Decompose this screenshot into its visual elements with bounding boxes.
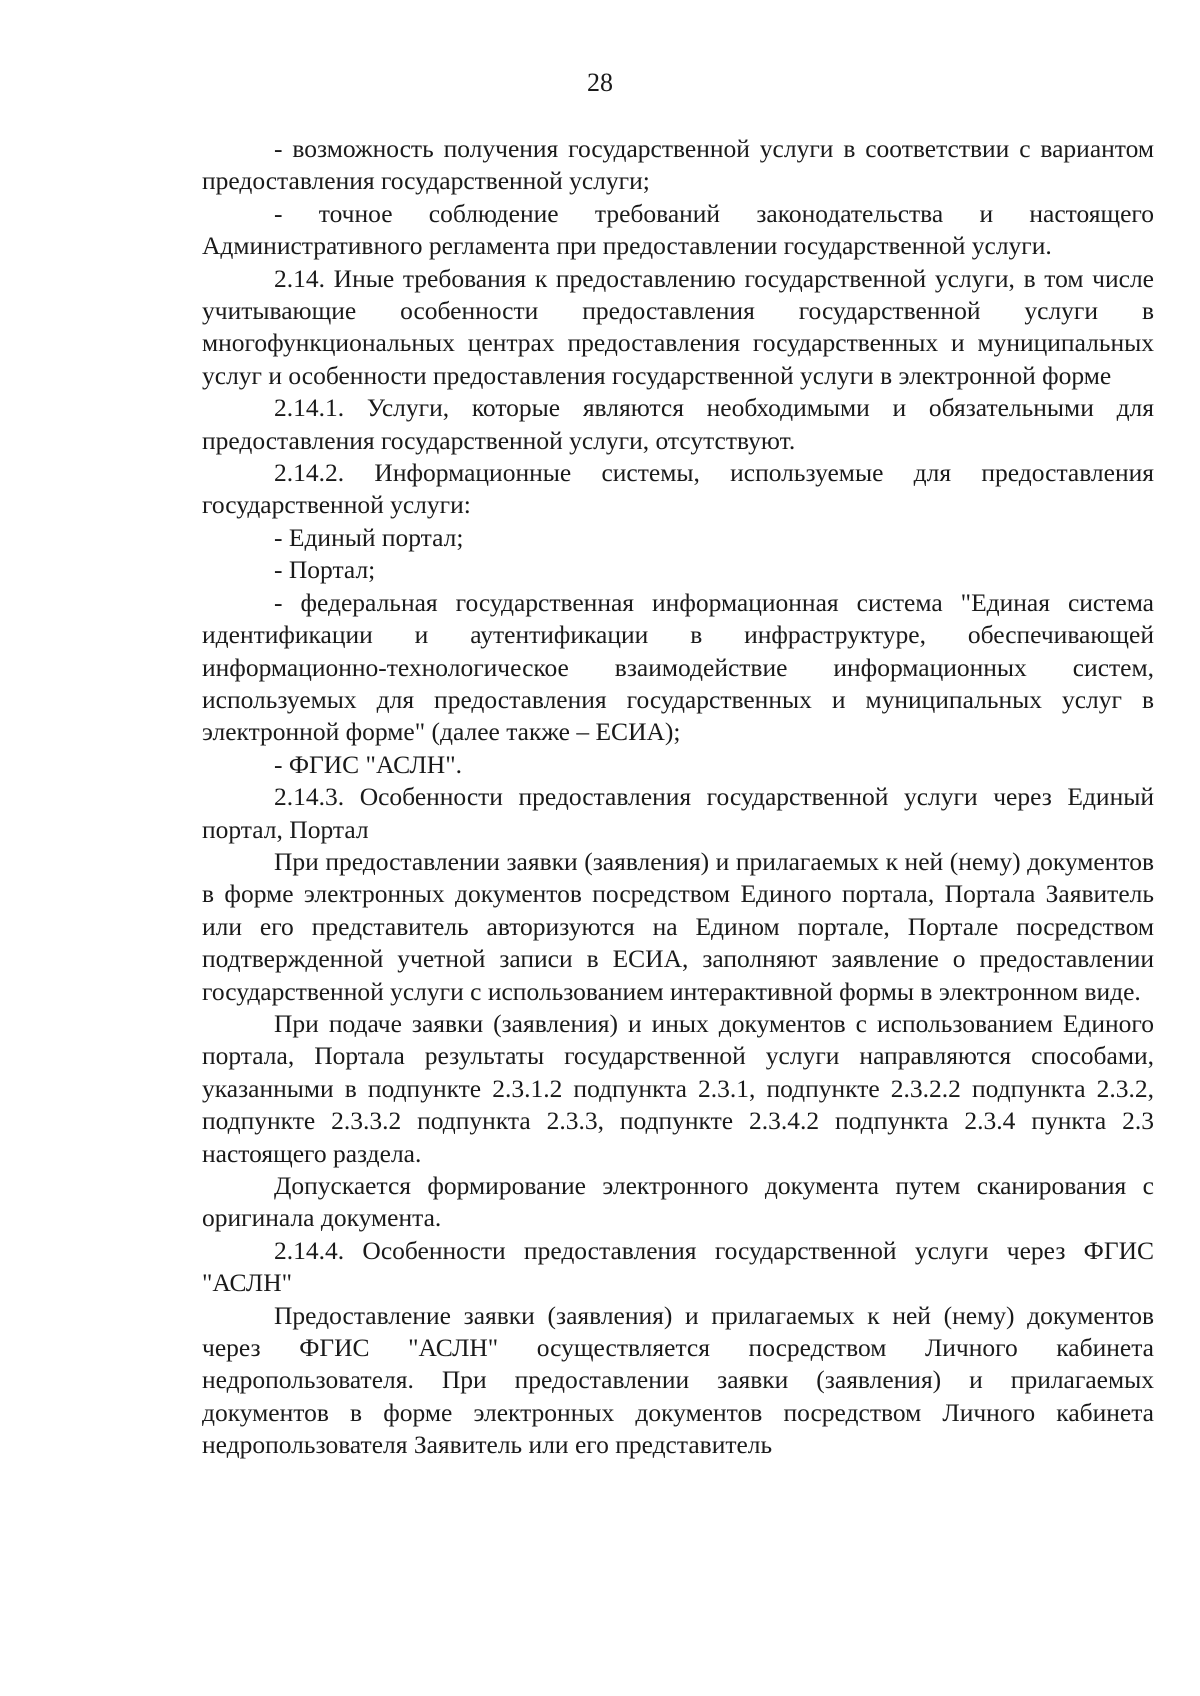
section-2-14-heading: 2.14. Иные требования к предоставлению государственной услуги, в том числе учитывающие особенности предоставления государственной услуги в многофункциональных центрах предоставления государственных и муниципальных услуг и особенности предоставления государственной услуги в электронной форме: [202, 263, 1154, 390]
paragraph-results-delivery: При подаче заявки (заявления) и иных документов с использованием Единого портала, Портала результаты государственной услуги направляются способами, указанными в подпункте 2.3.1.2 подпункта 2.3.1, подпункте 2.3.2.2 подпункта 2.3.2, подпункте 2.3.3.2 подпункта 2.3.3, подпункте 2.3.4.2 подпункта 2.3.4 пункта 2.3 настоящего раздела.: [202, 1008, 1154, 1168]
document-body: [202, 133, 1154, 1462]
section-2-14-3-heading: 2.14.3. Особенности предоставления государственной услуги через Единый портал, Портал: [202, 782, 1154, 844]
paragraph-item-1: - возможность получения государственной услуги в соответствии с вариантом предоставления государственной услуги;: [202, 134, 1154, 196]
list-item-fgis-asln: - ФГИС "АСЛН".: [274, 749, 462, 779]
paragraph-scanning: Допускается формирование электронного документа путем сканирования с оригинала документа.: [202, 1171, 1154, 1233]
paragraph-submission-portal: При предоставлении заявки (заявления) и прилагаемых к ней (нему) документов в форме электронных документов посредством Единого портала, Портала Заявитель или его представитель авторизуются на Едином портале, Портале посредством подтвержденной учетной записи в ЕСИА, заполняют заявление о предоставлении государственной услуги с использованием интерактивной формы в электронном виде.: [202, 846, 1154, 1006]
list-item-esia: - федеральная государственная информационная система "Единая система идентификации и аутентификации в инфраструктуре, обеспечивающей информационно-технологическое взаимодействие информационных систем, используемых для предоставления государственных и муниципальных услуг в электронной форме" (далее также – ЕСИА);: [202, 587, 1154, 747]
list-item-single-portal: - Единый портал;: [274, 522, 464, 552]
page-number: 28: [587, 68, 613, 97]
paragraph-item-2: - точное соблюдение требований законодательства и настоящего Административного регламента при предоставлении государственной услуги.: [202, 198, 1154, 261]
section-2-14-4-heading: 2.14.4. Особенности предоставления государственной услуги через ФГИС "АСЛН": [202, 1235, 1154, 1298]
list-item-portal: - Портал;: [274, 555, 376, 585]
paragraph-fgis-submission: Предоставление заявки (заявления) и прилагаемых к ней (нему) документов через ФГИС "АСЛН" осуществляется посредством Личного кабинета недропользователя. При предоставлении заявки (заявления) и прилагаемых документов в форме электронных документов посредством Личного кабинета недропользователя Заявитель или его представитель: [202, 1300, 1154, 1460]
section-2-14-1: 2.14.1. Услуги, которые являются необходимыми и обязательными для предоставления государственной услуги, отсутствуют.: [202, 393, 1154, 455]
section-2-14-2: 2.14.2. Информационные системы, используемые для предоставления государственной услуги:: [202, 458, 1154, 520]
